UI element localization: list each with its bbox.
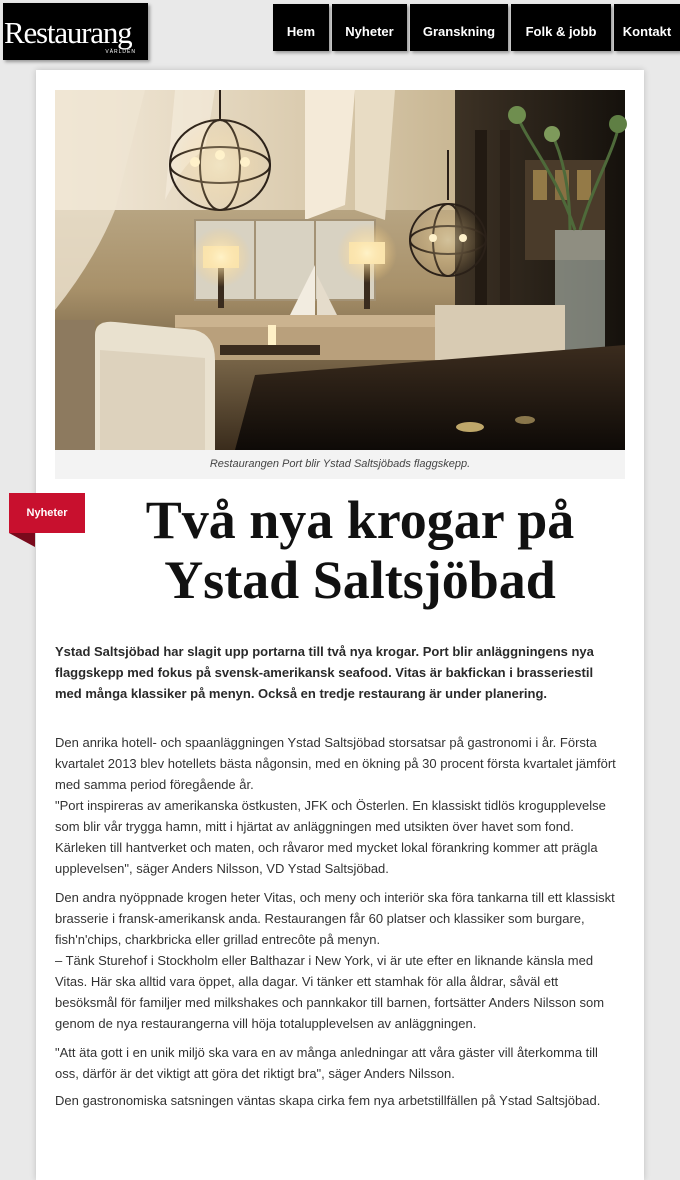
restaurant-interior-illustration bbox=[55, 90, 625, 450]
article-paragraph: – Tänk Sturehof i Stockholm eller Balthazar i New York, vi är ute efter en liknande känsla med Vitas. Här ska alltid vara öppet, alla dagar. Vi tänker ett stamhak för alla åldrar, såväl ett besöksmål för familjer med milkshakes och pannkakor till barnen, fortsätter Anders Nilsson som genom de nya restaurangerna vill höja totalupplevelsen av anläggningen. bbox=[55, 953, 605, 1031]
hero-image bbox=[55, 90, 625, 450]
site-logo[interactable] bbox=[3, 3, 148, 60]
logo-subtext: VÄRLDEN bbox=[105, 49, 136, 55]
nav-item-granskning[interactable]: Granskning bbox=[410, 4, 508, 51]
article-paragraph: "Port inspireras av amerikanska östkusten, JFK och Österlen. En klassiskt tidlös krogupplevelse som blir vår trygga hamn, mitt i hjärtat av anläggningen med utsikten över havet som fond. Kärleken till hantverket och maten, och råvaror med mycket lokal förankring kommer att prägla upplevelsen", säger Anders Nilsson, VD Ystad Saltsjöbad. bbox=[55, 798, 606, 876]
logo-text: Restaurang bbox=[4, 15, 132, 50]
nav-item-hem[interactable]: Hem bbox=[273, 4, 329, 51]
article-title: Två nya krogar på Ystad Saltsjöbad bbox=[145, 490, 575, 610]
article-lead: Ystad Saltsjöbad har slagit upp portarna till två nya krogar. Port blir anläggningens nya flaggskepp med fokus på svensk-amerikansk seafood. Vitas är bakfickan i brasseriestil med många klassiker på menyn. Också en tredje restaurang är under planering. bbox=[55, 644, 594, 701]
nav-item-nyheter[interactable]: Nyheter bbox=[332, 4, 407, 51]
category-tag[interactable]: Nyheter bbox=[9, 493, 85, 533]
article-paragraph: Den gastronomiska satsningen väntas skapa cirka fem nya arbetstillfällen på Ystad Saltsjöbad. bbox=[55, 1093, 601, 1108]
article-paragraph: Den andra nyöppnade krogen heter Vitas, och meny och interiör ska föra tankarna till ett klassiskt brasserie i fransk-amerikansk anda. Restaurangen får 60 platser och klassiker som burgare, fish'n'chips, charkbricka eller grillad entrecôte på menyn. bbox=[55, 890, 615, 947]
nav-item-folk-jobb[interactable]: Folk & jobb bbox=[511, 4, 611, 51]
article-paragraph: "Att äta gott i en unik miljö ska vara en av många anledningar att våra gäster vill återkomma till oss, därför är det viktigt att göra det riktigt bra", säger Anders Nilsson. bbox=[55, 1045, 598, 1081]
image-caption: Restaurangen Port blir Ystad Saltsjöbads flaggskepp. bbox=[209, 458, 471, 470]
nav-item-kontakt[interactable]: Kontakt bbox=[614, 4, 680, 51]
article-paragraph: Den anrika hotell- och spaanläggningen Ystad Saltsjöbad storsatsar på gastronomi i år. Första kvartalet 2013 blev hotellets bästa någonsin, med en ökning på 30 procent första kvartalet jämfört med samma period föregående år. bbox=[55, 735, 616, 792]
category-tag-fold bbox=[9, 533, 35, 547]
image-caption-bar bbox=[55, 450, 625, 479]
